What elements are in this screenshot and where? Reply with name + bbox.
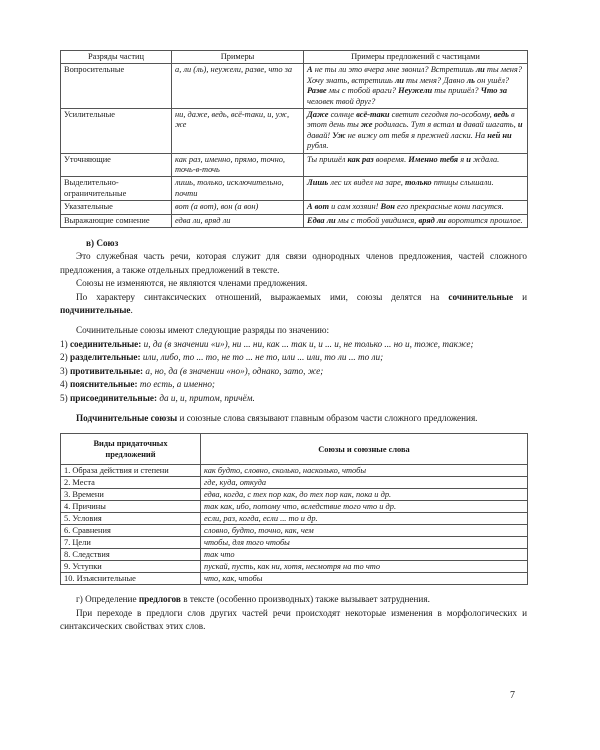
table-row [61,513,528,525]
sentence-fragment: Едва ли [307,215,336,225]
table-row [61,109,528,154]
clause-type-cell: 2. Места [61,477,201,489]
sentence-fragment: светит сегодня по-особому, [389,110,494,120]
sentence-fragment: ведь [493,110,509,120]
conjunctions-cell: что, как, чтобы [201,573,528,585]
table-row [61,573,528,585]
sentence-fragment: лес их видел на заре, [328,178,405,188]
preposition-section [60,593,527,634]
sentence-fragment: мы с тобой увидимся, [335,215,419,225]
table-row [61,561,528,573]
list-term: присоединительные: [69,393,158,404]
sentence-fragment: мы с тобой враги? [326,86,399,96]
conjunction-section [60,236,527,425]
sentence-fragment: он ушёл? [474,75,510,85]
sentence-fragment: родилась. Тут я встал [372,120,457,130]
sentence-fragment: ли [394,75,404,85]
examples-cell: как раз, именно, прямо, точно, точь-в-точь [172,153,304,177]
list-examples: да и, и, притом, причём. [157,393,255,404]
section-heading: в) Союз [86,238,119,249]
conjunctions-cell: едва, когда, с тех пор как, до тех пор как, пока и др. [201,489,528,501]
list-number: 4) [60,379,70,390]
page-number: 7 [510,690,515,701]
category-cell: Вопросительные [61,64,172,109]
conjunction-list [60,338,527,406]
list-item [60,338,527,352]
sentence-fragment: человек твой друг? [307,96,376,106]
examples-cell: а, ли (ль), неужели, разве, что за [172,64,304,109]
category-cell: Уточняющие [61,153,172,177]
sentence-fragment: Вон [380,202,395,212]
list-item [60,365,527,379]
clause-type-cell: 3. Времени [61,489,201,501]
list-term: пояснительные: [69,379,138,390]
conjunctions-cell: словно, будто, точно, как, чем [201,525,528,537]
list-examples: то есть, а именно; [137,379,215,390]
category-cell: Усилительные [61,109,172,154]
sentence-fragment: ждала. [470,154,500,164]
list-number: 1) [60,338,70,349]
sentence-fragment: Именно тебя [408,154,459,164]
list-term: противительные: [69,365,144,376]
header-cell: Союзы и союзные слова [201,434,528,465]
list-term: разделительные: [69,352,141,363]
sentence-fragment: и [517,120,523,130]
list-examples: а, но, да (в значении «но»), однако, зато, же; [143,365,324,376]
table-row [61,501,528,513]
header-cell: Примеры [172,51,304,64]
sentence-fragment: в этот день ты [307,110,515,130]
sentence-fragment: давай шагать, [461,120,518,130]
sentence-fragment: всё-таки [356,110,390,120]
header-cell: Примеры предложений с частицами [304,51,528,64]
category-cell: Выражающие сомнение [61,214,172,227]
subordinate-clauses-table [60,433,528,585]
table-row [61,64,528,109]
list-item [60,378,527,392]
clause-type-cell: 7. Цели [61,537,201,549]
sentence-fragment: я [458,154,467,164]
sentence-fragment: воротится прошлое. [445,215,523,225]
sentence-fragment: А вот [307,202,330,212]
sentences-cell [304,109,528,154]
sentence-fragment: и [456,120,462,130]
examples-cell: вот (а вот), вон (а вон) [172,201,304,214]
table-row [61,201,528,214]
sentence-fragment: Неужели [398,86,433,96]
clause-type-cell: 9. Уступки [61,561,201,573]
sentence-fragment: Что за [480,86,508,96]
sentences-cell [304,214,528,227]
header-cell: Разряды частиц [61,51,172,64]
clause-type-cell: 10. Изъяснительные [61,573,201,585]
sentence-fragment: не вижу от тебя я прежней ласки. На [345,130,488,140]
sentence-fragment: Разве [307,86,327,96]
sentence-fragment: Лишь [307,178,329,188]
paragraph: Сочинительные союзы имеют следующие разряды по значению: [76,325,330,336]
sentences-cell [304,201,528,214]
sentence-fragment: солнце [328,110,357,120]
sentences-cell [304,64,528,109]
clause-type-cell: 4. Причины [61,501,201,513]
header-cell: Виды придаточных предложений [61,434,201,465]
table-row [61,177,528,201]
list-number: 5) [60,393,70,404]
clause-type-cell: 5. Условия [61,513,201,525]
list-examples: и, да (в значении «и»), ни ... ни, как ... так и, и ... и, не только ... но и, тоже, также; [141,338,474,349]
list-term: соединительные: [69,338,142,349]
paragraph: г) Определение предлогов в тексте (особенно производных) также вызывает затруднения. [76,594,430,605]
sentences-cell [304,177,528,201]
table-header-row [61,51,528,64]
examples-cell: едва ли, вряд ли [172,214,304,227]
sentence-fragment: ль [466,75,475,85]
list-number: 3) [60,365,70,376]
category-cell: Указательные [61,201,172,214]
sentence-fragment: рубля. [307,141,329,151]
clause-type-cell: 8. Следствия [61,549,201,561]
table-row [61,525,528,537]
conjunctions-cell: где, куда, откуда [201,477,528,489]
list-item [60,351,527,365]
table-row [61,489,528,501]
table-row [61,537,528,549]
sentence-fragment: ты пришёл? [432,86,481,96]
sentence-fragment: и сам хозяин! [329,202,381,212]
sentence-fragment: только [405,178,432,188]
list-number: 2) [60,352,70,363]
table-header-row [61,434,528,465]
sentence-fragment: А [307,65,313,75]
sentence-fragment: же [360,120,373,130]
sentence-fragment: как раз [347,154,374,164]
sentence-fragment: вовремя. [373,154,409,164]
conjunctions-cell: если, раз, когда, если ... то и др. [201,513,528,525]
sentence-fragment: птицы слышали. [431,178,494,188]
category-cell: Выделительно-ограничительные [61,177,172,201]
paragraph: Подчинительные союзы и союзные слова связывают главным образом части сложного предложения. [76,412,478,423]
sentence-fragment: вряд ли [418,215,446,225]
sentence-fragment: Ты пришёл [307,154,348,164]
page [60,50,527,634]
table-row [61,477,528,489]
sentence-fragment: давай! [307,130,333,140]
conjunctions-cell: чтобы, для того чтобы [201,537,528,549]
examples-cell: лишь, только, исключительно, почти [172,177,304,201]
sentence-fragment: ли [475,65,485,75]
sentence-fragment: ты меня? Давно [403,75,467,85]
paragraph: Союзы не изменяются, не являются членами предложения. [76,278,308,289]
conjunctions-cell: так что [201,549,528,561]
sentence-fragment: его прекрасные кони пасутся. [394,202,504,212]
table-row [61,465,528,477]
sentence-fragment: Уж [332,130,346,140]
sentence-fragment: и [466,154,471,164]
sentence-fragment: ней ни [487,130,512,140]
sentence-fragment: ты меня? Хочу знать, встретишь [307,65,523,85]
conjunctions-cell: пускай, пусть, как ни, хотя, несмотря на то что [201,561,528,573]
conjunctions-cell: как будто, словно, сколько, насколько, чтобы [201,465,528,477]
sentence-fragment: Даже [307,110,329,120]
table-row [61,549,528,561]
list-examples: или, либо, то ... то, не то ... не то, или ... или, то ли ... то ли; [140,352,384,363]
paragraph: При переходе в предлоги слов других частей речи происходят некоторые изменения в морфологических и синтаксических свойствах этих слов. [60,607,527,632]
conjunctions-cell: так как, ибо, потому что, вследствие того что и др. [201,501,528,513]
examples-cell: ни, даже, ведь, всё-таки, и, уж, же [172,109,304,154]
sentence-fragment: не ты ли это вчера мне звонил? Встретишь [312,65,476,75]
particles-table [60,50,528,228]
paragraph: По характеру синтаксических отношений, выражаемых ими, союзы делятся на сочинительные и подчинительные. [60,291,528,316]
clause-type-cell: 6. Сравнения [61,525,201,537]
paragraph: Это служебная часть речи, которая служит для связи однородных членов предложения, частей сложного предложения, а также отдельных предложений в тексте. [60,251,527,275]
table-row [61,153,528,177]
list-item [60,392,527,406]
clause-type-cell: 1. Образа действия и степени [61,465,201,477]
table-row [61,214,528,227]
sentences-cell [304,153,528,177]
